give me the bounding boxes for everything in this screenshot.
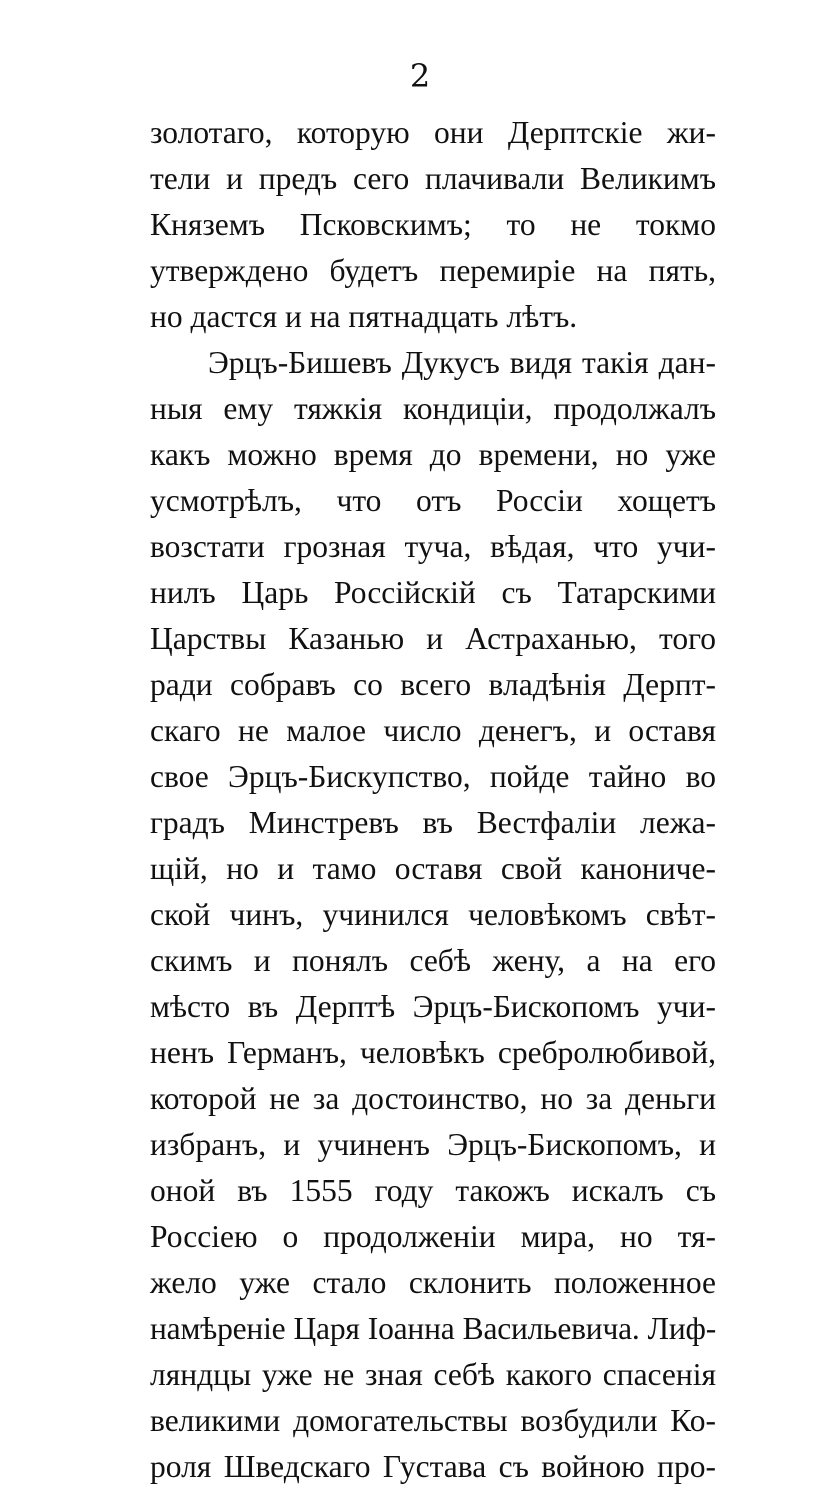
text-line: которой не за достоинство, но за деньги [150,1081,716,1116]
text-line: градъ Минстревъ въ Вестфаліи лежа- [150,805,716,840]
text-line: тели и предъ сего плачивали Великимъ [150,161,716,196]
text-line: роля Шведскаго Густава съ войною про- [150,1449,716,1484]
text-line: утверждено будетъ перемиріе на пять, [150,253,716,288]
text-line: ныя ему тяжкія кондиціи, продолжалъ [150,391,716,426]
text-line: свое Эрцъ-Бискупство, пойде тайно во [150,759,716,794]
text-line: намѣреніе Царя Іоанна Васильевича. Лиф- [150,1311,716,1346]
text-line: великими домогательствы возбудили Ко- [150,1403,716,1438]
text-line: Царствы Казанью и Астраханью, того [150,621,716,656]
text-line: возстати грозная туча, вѣдая, что учи- [150,529,716,564]
text-line: Россіею о продолженіи мира, но тя- [150,1219,716,1254]
text-line: жело уже стало склонить положенное [150,1265,716,1300]
paragraph-end-line: но дастся и на пятнадцать лѣтъ. [150,299,578,334]
text-line: золотаго, которую они Дерптскіе жи- [150,115,716,150]
text-line: избранъ, и учиненъ Эрцъ-Бископомъ, и [150,1127,716,1162]
text-line: усмотрѣлъ, что отъ Россіи хощетъ [150,483,716,518]
page-number: 2 [409,57,431,95]
text-line: ради собравъ со всего владѣнія Дерпт- [150,667,716,702]
text-line: ляндцы уже не зная себѣ какого спасенія [150,1357,716,1392]
text-line: мѣсто въ Дерптѣ Эрцъ-Бископомъ учи- [150,989,716,1024]
text-line: скаго не малое число денегъ, и оставя [150,713,716,748]
text-line: Княземъ Псковскимъ; то не токмо [150,207,716,242]
body-text [150,110,716,1490]
text-line: ненъ Германъ, человѣкъ сребролюбивой, [150,1035,716,1070]
text-line: оной въ 1555 году такожъ искалъ съ [150,1173,716,1208]
text-line: какъ можно время до времени, но уже [150,437,716,472]
paragraph-first-line: Эрцъ-Бишевъ Дукусъ видя такія дан- [208,345,716,380]
text-line: щій, но и тамо оставя свой канониче- [150,851,716,886]
text-line: ской чинъ, учинился человѣкомъ свѣт- [150,897,716,932]
text-line: нилъ Царь Россійскій съ Татарскими [150,575,716,610]
text-line: скимъ и понялъ себѣ жену, а на его [150,943,716,978]
